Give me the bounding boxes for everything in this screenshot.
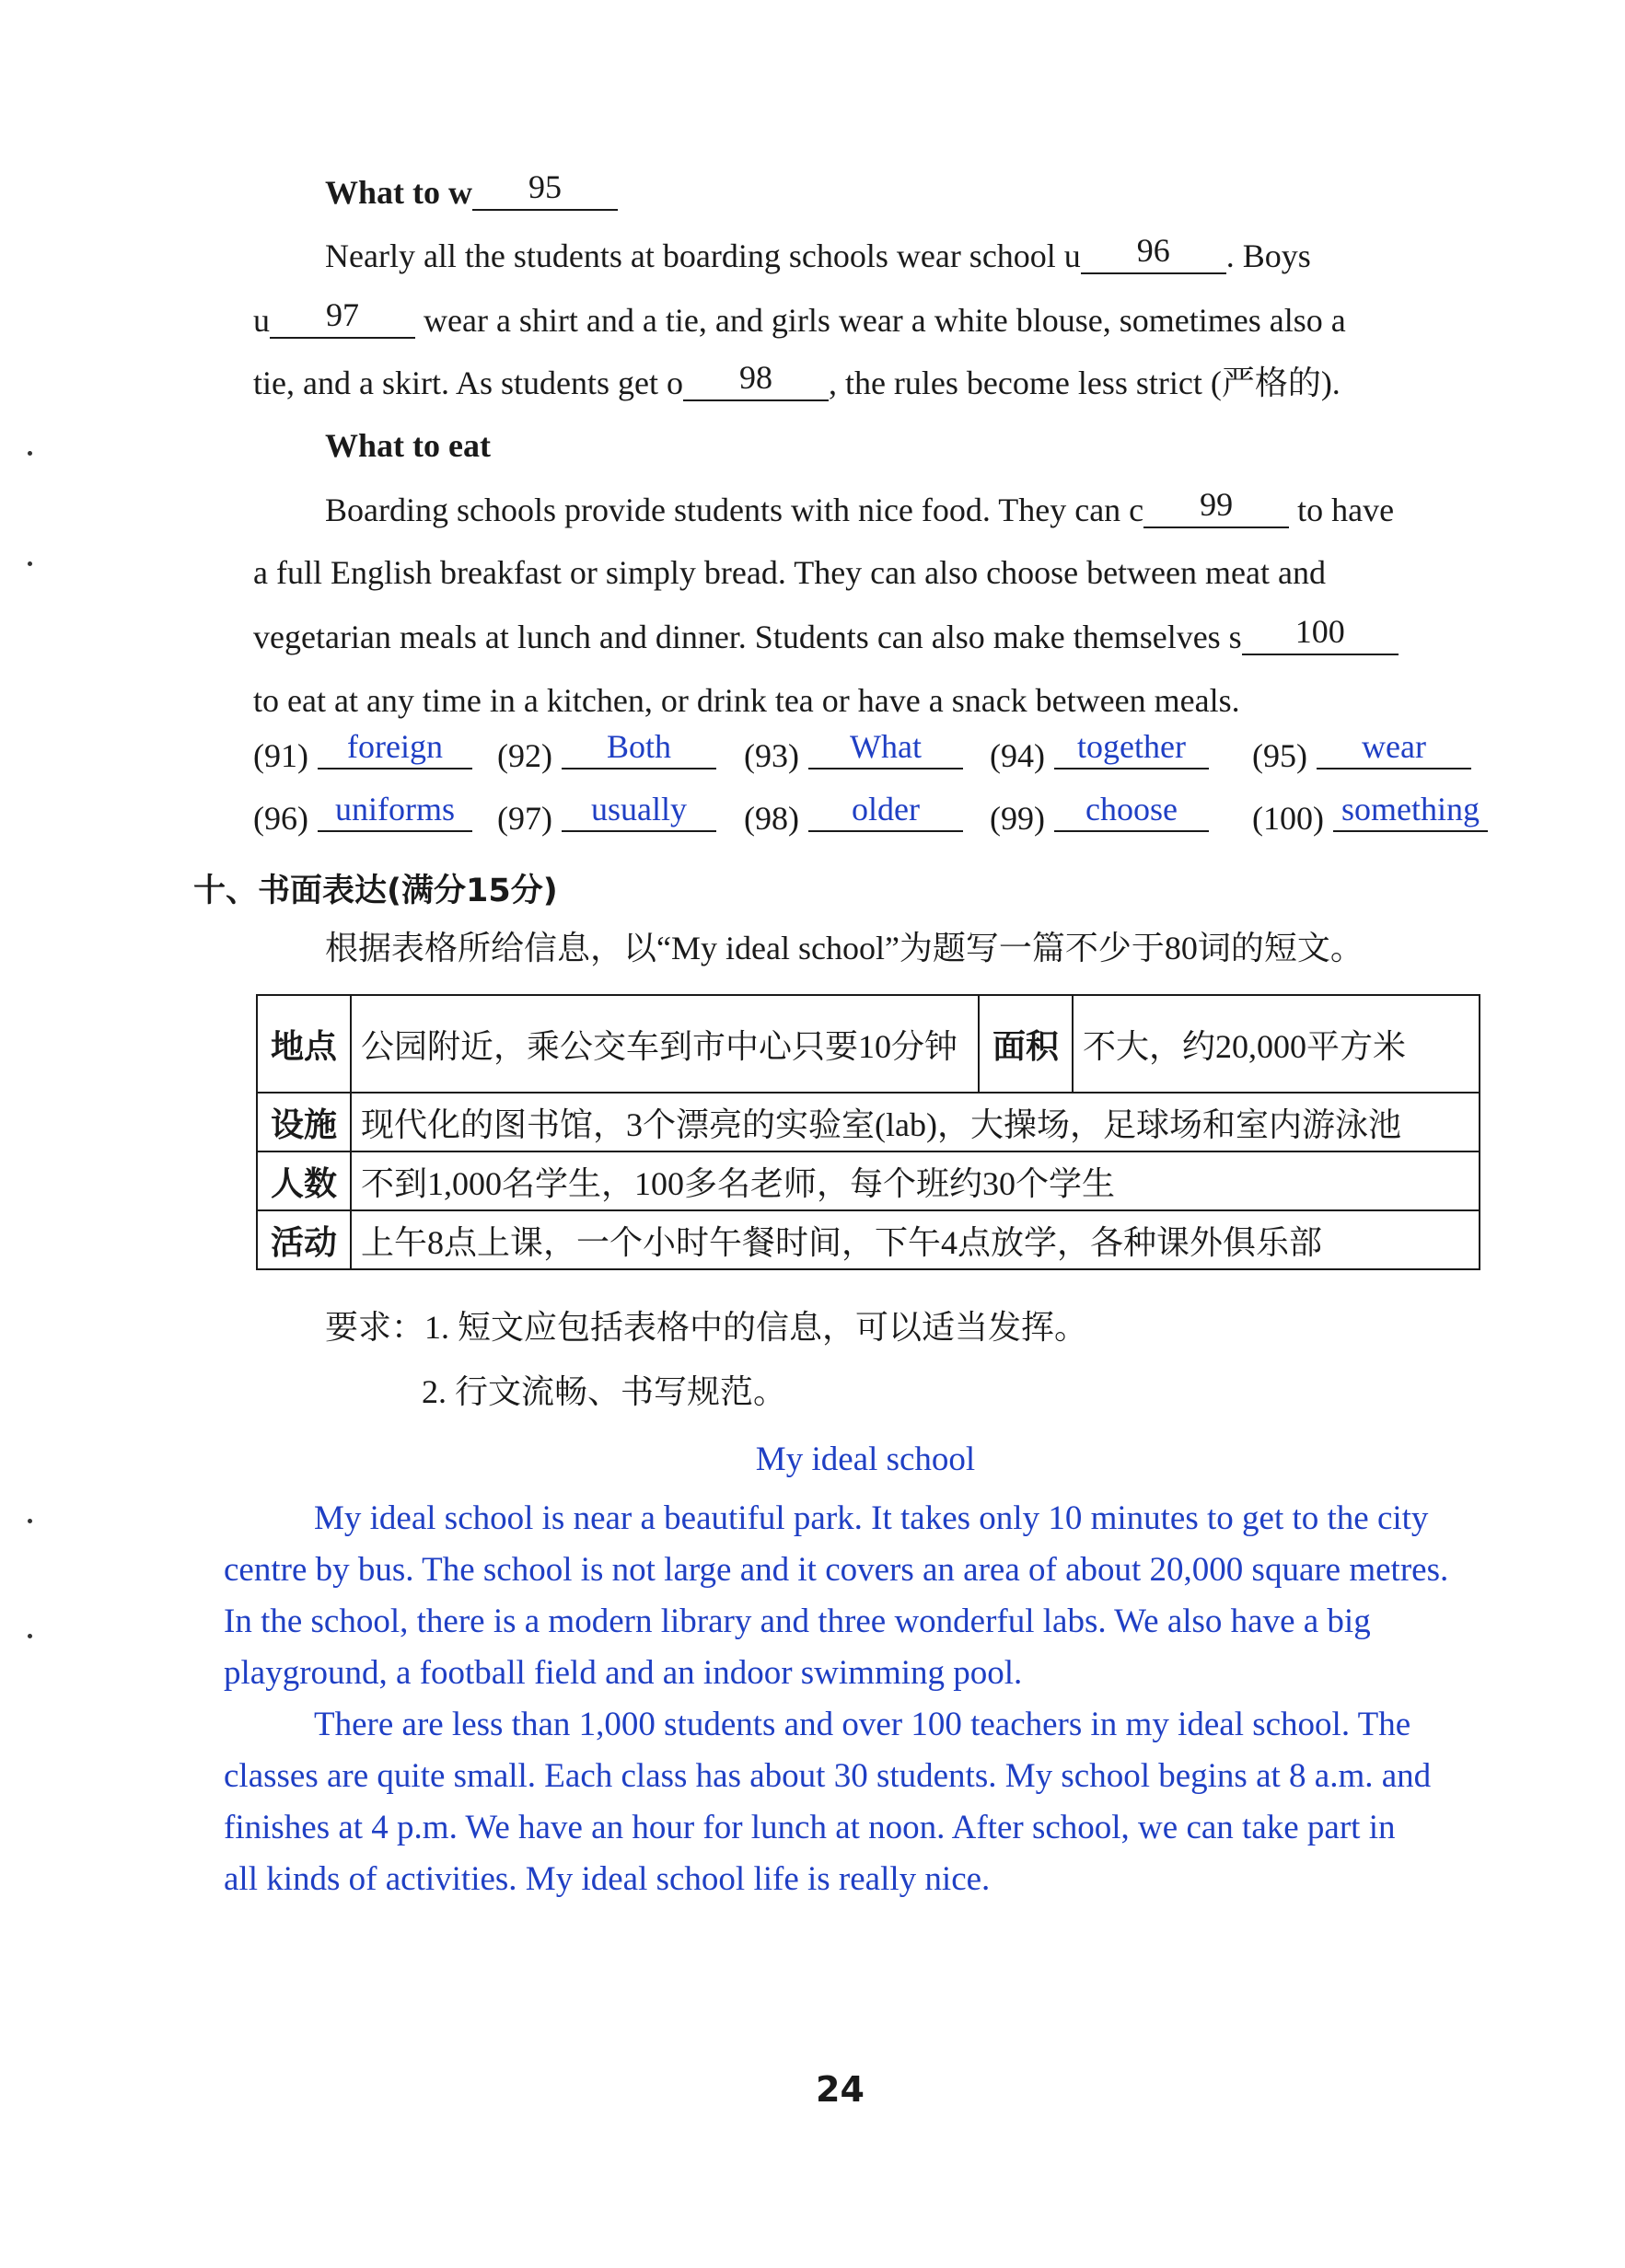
page-number: 24 [816, 2069, 865, 2110]
table-value-activities: 上午8点上课，一个小时午餐时间，下午4点放学，各种课外俱乐部 [351, 1210, 1480, 1269]
blank-number: 96 [1136, 232, 1170, 269]
passage-text: , the rules become less strict (严格的). [828, 364, 1341, 401]
requirement-2: 2. 行文流畅、书写规范。 [422, 1373, 787, 1410]
essay-line: My ideal school is near a beautiful park. It takes only 10 minutes to get to the city [314, 1499, 1429, 1537]
essay-line: There are less than 1,000 students and over 100 teachers in my ideal school. The [314, 1706, 1411, 1743]
answer-value: Both [562, 727, 716, 770]
table-value-facilities: 现代化的图书馆，3个漂亮的实验室(lab)，大操场，足球场和室内游泳池 [351, 1093, 1480, 1151]
answer-number: (95) [1252, 737, 1307, 774]
answer-number: (92) [497, 737, 552, 774]
essay-body [224, 1493, 1531, 1905]
blank-97 [270, 296, 415, 339]
answer-number: (96) [253, 800, 308, 837]
blank-number: 95 [528, 168, 562, 205]
table-value-people: 不到1,000名学生，100多名老师，每个班约30个学生 [351, 1151, 1480, 1210]
answer-value: older [808, 790, 963, 832]
essay-line: classes are quite small. Each class has about 30 students. My school begins at 8 a.m. and [224, 1757, 1432, 1795]
info-table [256, 994, 1480, 1270]
margin-dot [28, 1634, 32, 1638]
passage-line-6 [253, 613, 1399, 657]
passage-line-4 [325, 486, 1395, 530]
passage-text: u [253, 302, 270, 339]
margin-dot [28, 1519, 32, 1523]
blank-number: 100 [1294, 613, 1345, 650]
heading-text: What to w [325, 174, 472, 211]
answer-value: choose [1054, 790, 1209, 832]
answer-number: (99) [990, 800, 1045, 837]
blank-100 [1242, 613, 1399, 655]
table-value-location: 公园附近，乘公交车到市中心只要10分钟 [351, 995, 979, 1093]
table-label-activities: 活动 [257, 1210, 351, 1269]
essay-line: all kinds of activities. My ideal school life is really nice. [224, 1860, 991, 1898]
blank-number: 99 [1200, 486, 1234, 523]
answer-value: together [1054, 727, 1209, 770]
answer-value: wear [1317, 727, 1471, 770]
table-row [257, 1151, 1480, 1210]
table-row [257, 1093, 1480, 1151]
answer-number: (93) [744, 737, 799, 774]
table-label-location: 地点 [257, 995, 351, 1093]
answer-value: usually [562, 790, 716, 832]
answer-number: (100) [1252, 800, 1324, 837]
blank-99 [1143, 486, 1289, 528]
table-label-facilities: 设施 [257, 1093, 351, 1151]
answer-number: (98) [744, 800, 799, 837]
essay-line: finishes at 4 p.m. We have an hour for lunch at noon. After school, we can take part in [224, 1809, 1396, 1846]
passage-text: Nearly all the students at boarding schools wear school u [325, 237, 1081, 274]
answer-value: uniforms [318, 790, 472, 832]
answer-number: (91) [253, 737, 308, 774]
passage-line-1 [325, 232, 1311, 276]
blank-number: 97 [326, 296, 359, 333]
passage-text: to have [1297, 492, 1395, 528]
answer-value: What [808, 727, 963, 770]
table-row [257, 995, 1480, 1093]
answer-number: (94) [990, 737, 1045, 774]
blank-96 [1081, 232, 1226, 274]
passage-line-7: to eat at any time in a kitchen, or drink tea or have a snack between meals. [253, 682, 1240, 719]
essay-line: centre by bus. The school is not large and it covers an area of about 20,000 square metres. [224, 1551, 1449, 1589]
margin-dot [28, 451, 32, 456]
passage-line-3 [253, 359, 1341, 403]
passage-text: vegetarian meals at lunch and dinner. Students can also make themselves s [253, 619, 1242, 655]
section-title-writing: 十、书面表达(满分15分) [193, 873, 558, 909]
table-label-people: 人数 [257, 1151, 351, 1210]
requirement-1: 要求：1. 短文应包括表格中的信息，可以适当发挥。 [325, 1309, 1088, 1346]
answer-number: (97) [497, 800, 552, 837]
margin-dot [28, 561, 32, 566]
passage-line-5: a full English breakfast or simply bread. They can also choose between meat and [253, 554, 1326, 591]
heading-what-to-wear [325, 168, 618, 213]
writing-instruction: 根据表格所给信息，以“My ideal school”为题写一篇不少于80词的短文。 [325, 930, 1364, 966]
passage-text: tie, and a skirt. As students get o [253, 364, 683, 401]
passage-text: wear a shirt and a tie, and girls wear a white blouse, sometimes also a [424, 302, 1346, 339]
answer-value: foreign [318, 727, 472, 770]
blank-95 [472, 168, 618, 211]
answer-value: something [1333, 790, 1488, 832]
passage-text: . Boys [1225, 237, 1311, 274]
heading-what-to-eat: What to eat [325, 427, 491, 464]
passage-text: Boarding schools provide students with nice food. They can c [325, 492, 1144, 528]
essay-title: My ideal school [755, 1441, 976, 1478]
table-label-area: 面积 [979, 995, 1073, 1093]
table-value-area: 不大，约20,000平方米 [1073, 995, 1480, 1093]
table-row [257, 1210, 1480, 1269]
passage-line-2 [253, 296, 1346, 341]
essay-line: In the school, there is a modern library and three wonderful labs. We also have a big [224, 1603, 1371, 1640]
blank-number: 98 [738, 359, 772, 396]
essay-line: playground, a football field and an indoor swimming pool. [224, 1654, 1023, 1692]
blank-98 [683, 359, 829, 401]
